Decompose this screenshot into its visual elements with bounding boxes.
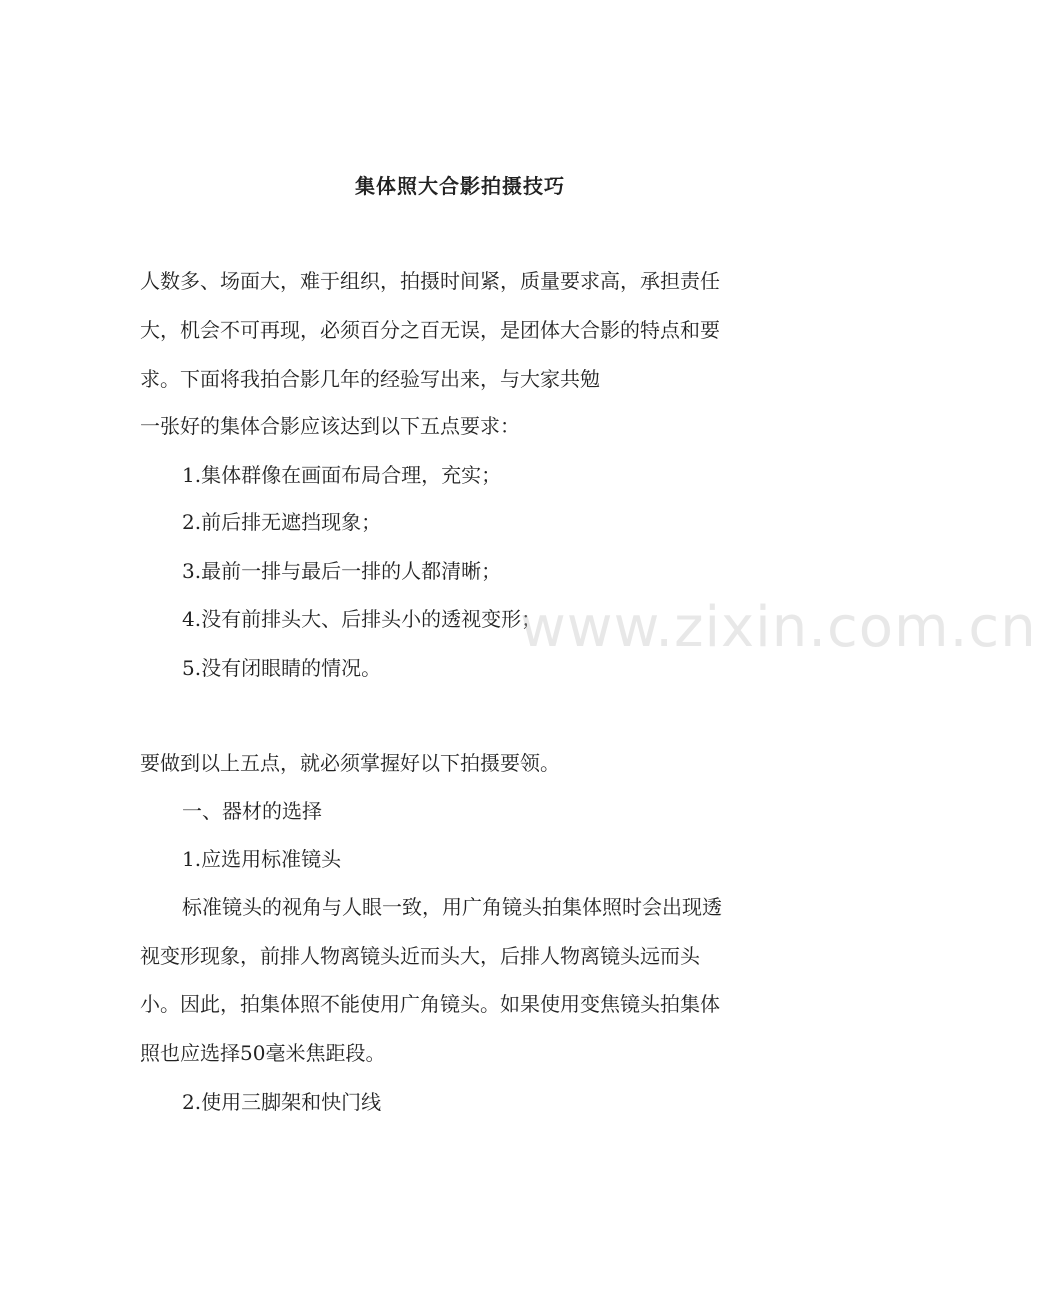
body-line-4: 照也应选择50毫米焦距段。 (140, 1041, 386, 1065)
essentials-lead: 要做到以上五点，就必须掌握好以下拍摄要领。 (140, 751, 560, 775)
subsection-heading: 2.使用三脚架和快门线 (182, 1090, 382, 1114)
requirement-item: 4.没有前排头大、后排头小的透视变形； (182, 607, 542, 631)
intro-line-2: 大，机会不可再现，必须百分之百无误，是团体大合影的特点和要 (140, 318, 720, 342)
requirement-item: 5.没有闭眼睛的情况。 (182, 656, 382, 680)
watermark: www.zixin.com.cn (520, 595, 1037, 660)
intro-line-1: 人数多、场面大，难于组织，拍摄时间紧，质量要求高，承担责任 (140, 269, 720, 293)
document-title: 集体照大合影拍摄技巧 (355, 174, 565, 198)
requirement-item: 3.最前一排与最后一排的人都清晰； (182, 559, 502, 583)
subsection-heading: 1.应选用标准镜头 (182, 847, 342, 871)
requirements-lead: 一张好的集体合影应该达到以下五点要求： (140, 414, 520, 438)
body-line-2: 视变形现象，前排人物离镜头近而头大，后排人物离镜头远而头 (140, 944, 700, 968)
requirement-item: 1.集体群像在画面布局合理，充实； (182, 463, 502, 487)
body-line-1: 标准镜头的视角与人眼一致，用广角镜头拍集体照时会出现透 (182, 895, 722, 919)
intro-line-3: 求。下面将我拍合影几年的经验写出来，与大家共勉 (140, 367, 600, 391)
section-heading: 一、器材的选择 (182, 799, 322, 823)
requirement-item: 2.前后排无遮挡现象； (182, 510, 382, 534)
body-line-3: 小。因此，拍集体照不能使用广角镜头。如果使用变焦镜头拍集体 (140, 992, 720, 1016)
